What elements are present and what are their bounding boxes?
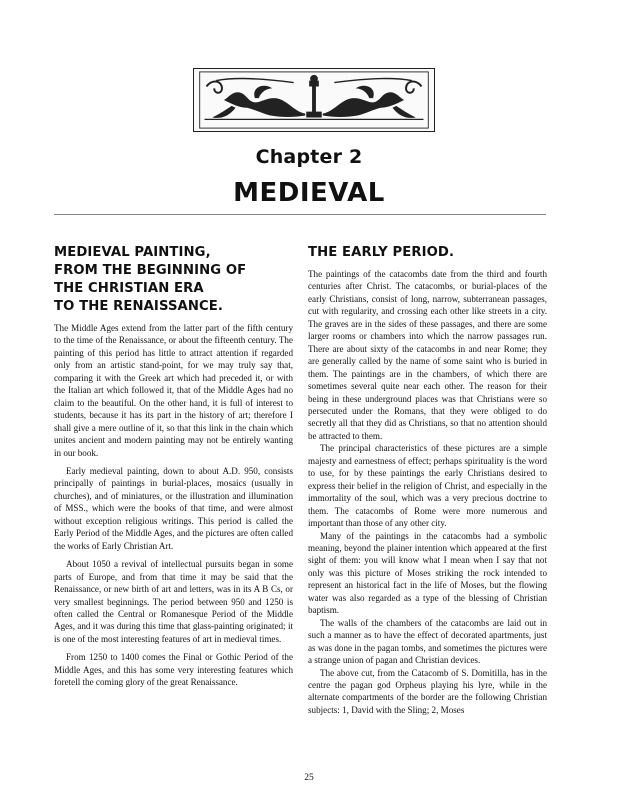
paragraph: From 1250 to 1400 comes the Final or Gothic Period of the Middle Ages, and this has some very interesting features which foretell the coming glory of the great Renaissance. [54,652,293,688]
heading-line: THE CHRISTIAN ERA [54,281,204,296]
chapter-title: MEDIEVAL [233,178,385,208]
right-column [308,244,547,716]
chapter-divider [54,214,546,215]
paragraph: The walls of the chambers of the catacombs are laid out in such a manner as to have the effect of decorated apartments, just as was done in the pagan tombs, and sometimes the pictures were a strange union of pagan and Christian devices. [308,617,547,666]
heading-line: TO THE RENAISSANCE. [54,299,223,314]
paragraph: The principal characteristics of these pictures are a simple majesty and earnestness of effect; perhaps spirituality is the word to use, for by these paintings the early Christians desired to express their belief in the religion of Christ, and especially in the immortality of the soul, which was a very precious doctrine to them. The catacombs of Rome were more numerous and important than those of any other city. [308,443,547,529]
griffin-ornament-icon [194,69,434,131]
chapter-label: Chapter 2 [255,146,363,168]
heading-line: FROM THE BEGINNING OF [54,263,247,278]
decorative-ornament-header [193,68,435,132]
page-number: 25 [304,773,314,783]
left-column [54,244,293,695]
section-heading-medieval-painting [54,244,293,316]
section-heading-early-period: THE EARLY PERIOD. [308,245,455,260]
paragraph: The above cut, from the Catacomb of S. Domitilla, has in the centre the pagan god Orpheus playing his lyre, while in the alternate compartments of the border are the following Christian subjects: 1, David with the Sling; 2, Moses [308,667,547,715]
paragraph: Early medieval painting, down to about A.D. 950, consists principally of paintings in burial-places, mosaics (usually in churches), and of miniatures, or the illustration and illumination of MSS., which were the books of that time, and were almost without exception religious writings. This period is called the Early Period of the Middle Ages, and the pictures are often called the works of Early Christian Art. [54,465,293,551]
paragraph: Many of the paintings in the catacombs had a symbolic meaning, beyond the plainer intention which appeared at the first sight of them: you will know what I mean when I say that not only was this picture of Moses striking the rock intended to represent an historical fact in the life of Moses, but the flowing water was also regarded as a type of the blessing of Christian baptism. [308,530,547,616]
paragraph: The paintings of the catacombs date from the third and fourth centuries after Christ. The catacombs, or burial-places of the early Christians, consist of long, narrow, subterranean passages, cut with regularity, and crossing each other like streets in a city. The graves are in the sides of these passages, and there are some larger rooms or chambers into which the narrow passages run. There are about sixty of the catacombs in and near Rome; they are generally called by the name of some saint who is buried in them. The paintings are in the chambers, of which there are sometimes several quite near each other. The reason for their being in these underground places was that Christians were so persecuted under the Romans, that they were obliged to do secretly all that they did as Christians, so that no attention should be attracted to them. [308,269,547,441]
heading-line: MEDIEVAL PAINTING, [54,245,211,260]
paragraph: The Middle Ages extend from the latter part of the fifth century to the time of the Renaissance, or about the fifteenth century. The painting of this period has little to attract attention if regarded only from an artistic stand-point, for we may truly say that, comparing it with the Greek art which had preceded it, or with the Italian art which followed it, that of the Middle Ages had no claim to the beautiful. On the other hand, it is full of interest to students, because it has its part in the history of art; therefore I shall give a mere outline of it, so that this link in the chain which unites ancient and modern painting may not be entirely wanting in our book. [54,323,293,458]
paragraph: About 1050 a revival of intellectual pursuits began in some parts of Europe, and from that time it may be said that the Renaissance, or new birth of art and letters, was in its A B Cs, or very smallest beginnings. The period between 950 and 1250 is often called the Central or Romanesque Period of the Middle Ages, and it was during this time that glass-painting originated; it is one of the most interesting features of art in medieval times. [54,559,293,644]
